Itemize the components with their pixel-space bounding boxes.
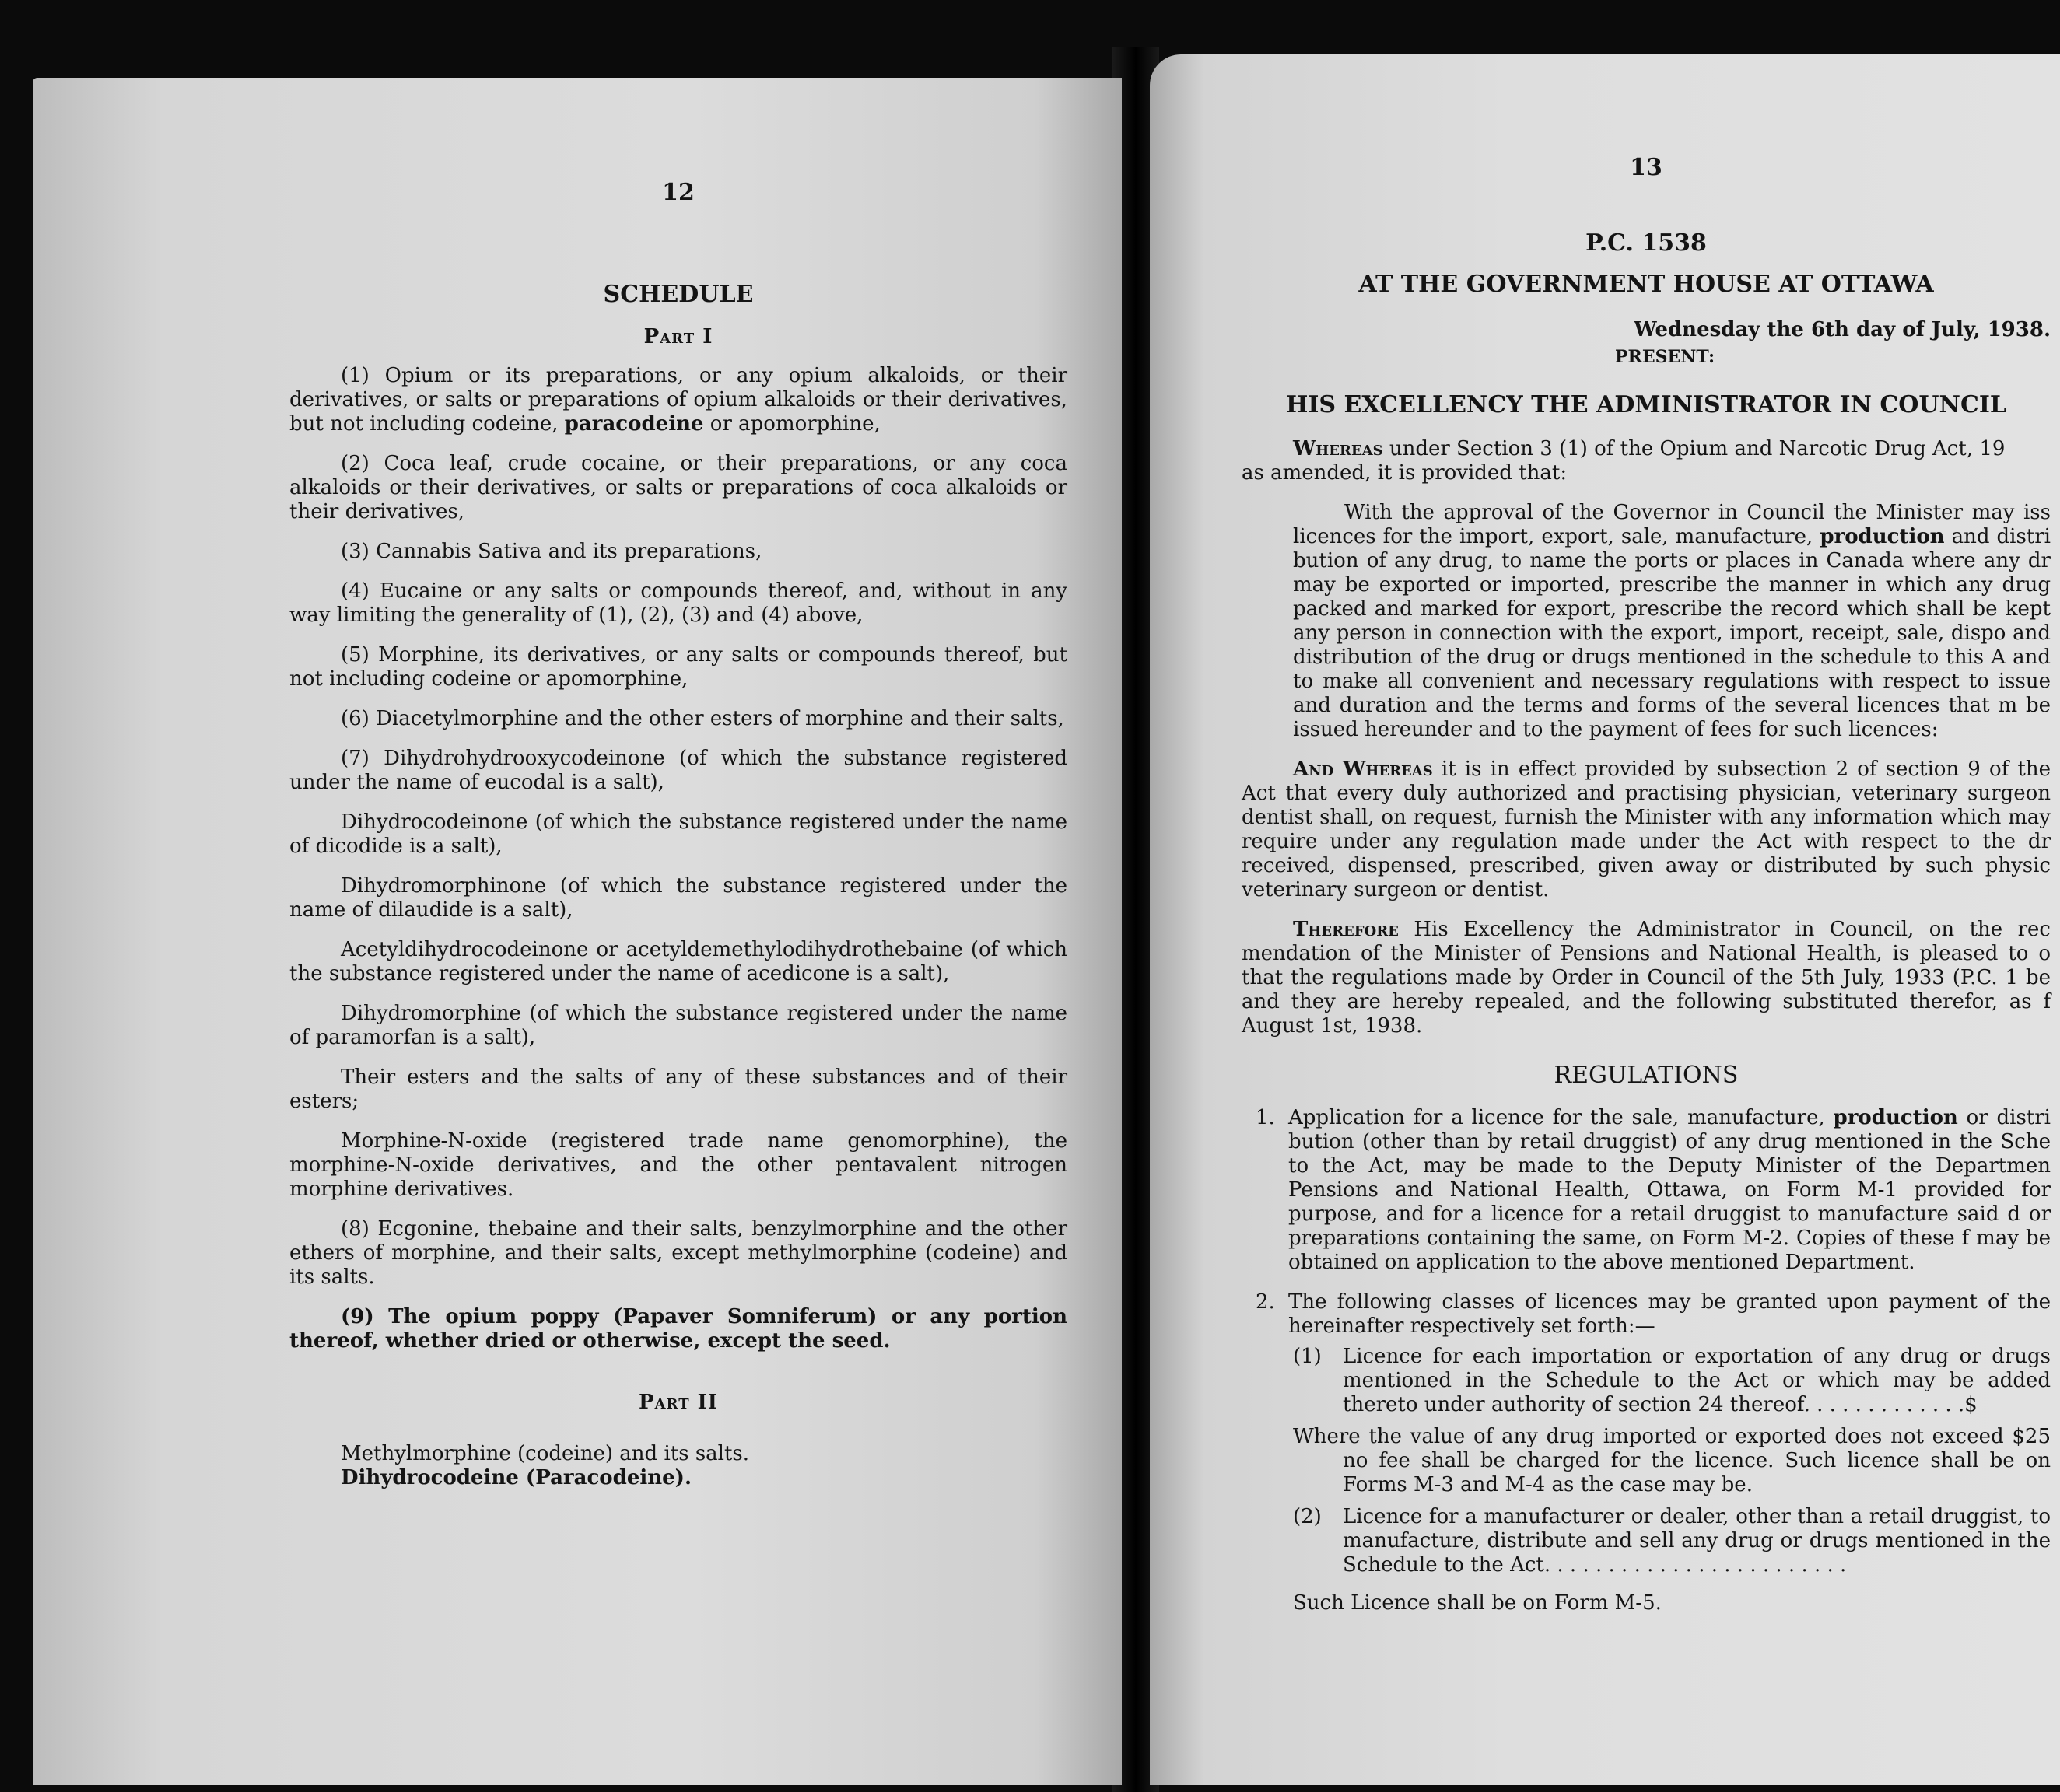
schedule-item: (6) Diacetylmorphine and the other esters of morphine and their salts, [341, 707, 1064, 730]
schedule-item-opium-poppy: (9) The opium poppy (Papaver Somniferum) or any portion thereof, whether dried or otherwise, except the seed. [289, 1305, 1067, 1353]
licence-class-1: (1) Licence for each importation or exportation of any drug or drugs mentioned in the Schedule to the Act or which may be added thereto under authority of section 24 thereof. . . . . . . . . . . . .$ [1293, 1345, 2051, 1416]
schedule-item: (4) Eucaine or any salts or compounds thereof, and, without in any way limiting the generality of (1), (2), (3) and (4) above, [289, 579, 1067, 627]
part-two-heading: Part II [639, 1391, 718, 1414]
page-number-left: 12 [662, 179, 695, 206]
schedule-item: (5) Morphine, its derivatives, or any salts or compounds thereof, but not including codeine or apomorphine, [289, 643, 1067, 691]
schedule-title: SCHEDULE [603, 281, 754, 308]
council-heading: HIS EXCELLENCY THE ADMINISTRATOR IN COUNCIL [1286, 391, 2006, 418]
schedule-item: Their esters and the salts of any of these substances and of their esters; [289, 1066, 1067, 1113]
schedule-item: (1) Opium or its preparations, or any opium alkaloids, or their derivatives, or salts or preparations of opium alkaloids or their derivatives, but not including codeine, paracodeine or apomorphine, [289, 364, 1067, 436]
part-one-heading: Part I [643, 325, 713, 348]
left-page [33, 78, 1122, 1785]
regulations-heading: REGULATIONS [1554, 1062, 1739, 1089]
licence-class-2: (2) Licence for a manufacturer or dealer, other than a retail druggist, to manufacture, distribute and sell any drug or drugs mentioned in the Schedule to the Act. . . . . . . . . . . . . . . . . . . . . . . . [1293, 1505, 2051, 1577]
part-two-item: Methylmorphine (codeine) and its salts. [341, 1442, 750, 1465]
such-licence-note: Such Licence shall be on Form M-5. [1293, 1591, 1662, 1615]
right-page-column [1242, 154, 2051, 1631]
schedule-item: (7) Dihydrohydrooxycodeinone (of which the substance registered under the name of eucodal is a salt), [289, 747, 1067, 794]
where-value-note: Where the value of any drug imported or exported does not exceed $25 no fee shall be charged for the licence. Such licence shall be on Forms M-3 and M-4 as the case may be. [1293, 1425, 2051, 1496]
schedule-item: Dihydromorphine (of which the substance registered under the name of paramorfan is a salt), [289, 1002, 1067, 1049]
present-label: PRESENT: [1615, 347, 1715, 367]
part-two-item-bold: Dihydrocodeine (Paracodeine). [341, 1466, 692, 1489]
schedule-item: (8) Ecgonine, thebaine and their salts, benzylmorphine and the other ethers of morphine, and their salts, except methylmorphine (codeine) and its salts. [289, 1217, 1067, 1289]
left-page-column [289, 179, 1067, 1506]
schedule-item: Acetyldihydrocodeinone or acetyldemethylodihydrothebaine (of which the substance registered under the name of acedicone is a salt), [289, 938, 1067, 985]
right-page [1150, 54, 2060, 1785]
therefore-paragraph: Therefore His Excellency the Administrator in Council, on the rec mendation of the Minister of Pensions and National Health, is pleased to o that the regulations made by Order in Council of the 5th July, 1933 (P.C. 1 be and they are hereby repealed, and the following substituted therefor, as f August 1st, 1938. [1242, 918, 2051, 1038]
date-line: Wednesday the 6th day of July, 1938. [1634, 318, 2051, 341]
regulation-1: 1. Application for a licence for the sale, manufacture, production or distri bution (other than by retail druggist) of any drug mentioned in the Sche to the Act, may be made to the Deputy Minister of the Departmen Pensions and National Health, Ottawa, on Form M-1 provided for purpose, and for a licence for a retail druggist to manufacture said d or preparations containing the same, on Form M-2. Copies of these f may be obtained on application to the above mentioned Department. [1256, 1106, 2051, 1274]
schedule-item: (3) Cannabis Sativa and its preparations, [341, 540, 762, 563]
whereas-paragraph: Whereas under Section 3 (1) of the Opium and Narcotic Drug Act, 19 [1293, 437, 2006, 460]
page-number-right: 13 [1630, 154, 1662, 181]
schedule-item: Dihydrocodeinone (of which the substance registered under the name of dicodide is a salt), [289, 810, 1067, 858]
order-number: P.C. 1538 [1585, 229, 1707, 257]
regulation-2: 2. The following classes of licences may be granted upon payment of the hereinafter respectively set forth:— [1256, 1290, 2051, 1338]
quoted-provision: With the approval of the Governor in Council the Minister may iss licences for the import, export, sale, manufacture, production and distri bution of any drug, to name the ports or places in Canada where any dr may be exported or imported, prescribe the manner in which any drug packed and marked for export, prescribe the record which shall be kept any person in connection with the export, import, receipt, sale, dispo and distribution of the drug or drugs mentioned in the schedule to this A and to make all convenient and necessary regulations with respect to issue and duration and the terms and forms of the several licences that m be issued hereunder and to the payment of fees for such licences: [1293, 501, 2051, 741]
schedule-item: (2) Coca leaf, crude cocaine, or their preparations, or any coca alkaloids or their derivatives, or salts or preparations of coca alkaloids or their derivatives, [289, 452, 1067, 523]
schedule-item: Dihydromorphinone (of which the substance registered under the name of dilaudide is a salt), [289, 874, 1067, 922]
and-whereas-paragraph: And Whereas it is in effect provided by subsection 2 of section 9 of the Act that every duly authorized and practising physician, veterinary surgeon dentist shall, on request, furnish the Minister with any information which may require under any regulation made under the Act with respect to the dr received, dispensed, prescribed, given away or distributed by such physic veterinary surgeon or dentist. [1242, 758, 2051, 901]
schedule-item: Morphine-N-oxide (registered trade name genomorphine), the morphine-N-oxide derivatives, and the other pentavalent nitrogen morphine derivatives. [289, 1129, 1067, 1201]
location-heading: AT THE GOVERNMENT HOUSE AT OTTAWA [1358, 271, 1934, 298]
whereas-continuation: as amended, it is provided that: [1242, 461, 1568, 485]
